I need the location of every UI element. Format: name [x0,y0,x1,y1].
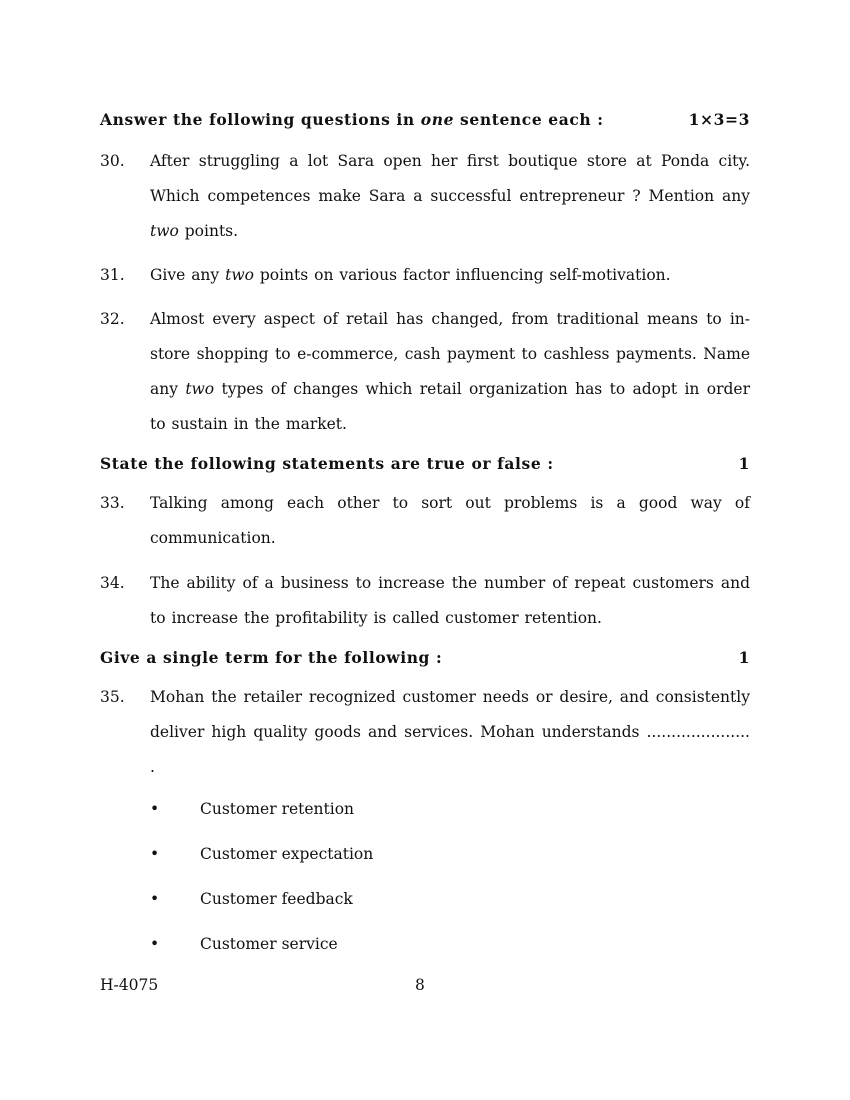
section-heading-one-sentence: Answer the following questions in one sentence each : 1×3=3 [100,108,750,132]
question-number: 31. [100,266,125,284]
section-heading-true-false: State the following statements are true or false : 1 [100,452,750,476]
question-text: Give any two points on various factor influencing self-motivation. [150,266,671,284]
page-number: 8 [415,976,425,994]
question-34 [100,566,750,636]
question-text: Mohan the retailer recognized customer needs or desire, and consistently deliver high quality goods and services. Mohan understands ..................... . [150,688,750,776]
bullet-icon: • [150,935,160,953]
question-text: Almost every aspect of retail has changed, from traditional means to in-store shopping to e-commerce, cash payment to cashless payments. Name any two types of changes which retail organization has to adopt in order to sustain in the market. [150,310,750,433]
question-text: Talking among each other to sort out problems is a good way of communication. [150,494,750,547]
question-31 [100,258,750,293]
option-text: Customer service [200,935,338,953]
marks-label: 1 [738,454,750,473]
answer-options [100,787,750,967]
question-number: 35. [100,688,125,706]
option-item [100,877,750,922]
question-33 [100,486,750,556]
bullet-icon: • [150,845,160,863]
exam-page [100,108,750,967]
question-text: After struggling a lot Sara open her first boutique store at Ponda city. Which competences make Sara a successful entrepreneur ? Mention any two points. [150,152,750,240]
question-number: 34. [100,574,125,592]
question-number: 32. [100,310,125,328]
question-number: 30. [100,152,125,170]
question-35 [100,680,750,785]
bullet-icon: • [150,890,160,908]
question-text: The ability of a business to increase the number of repeat customers and to increase the profitability is called customer retention. [150,574,750,627]
question-30 [100,144,750,249]
option-text: Customer feedback [200,890,353,908]
section-heading-single-term: Give a single term for the following : 1 [100,646,750,670]
option-text: Customer expectation [200,845,374,863]
option-item [100,832,750,877]
paper-code: H-4075 [100,976,159,994]
marks-label: 1×3=3 [688,110,750,129]
option-text: Customer retention [200,800,355,818]
marks-label: 1 [738,648,750,667]
bullet-icon: • [150,800,160,818]
question-number: 33. [100,494,125,512]
option-item [100,922,750,967]
option-item [100,787,750,832]
question-32 [100,302,750,442]
